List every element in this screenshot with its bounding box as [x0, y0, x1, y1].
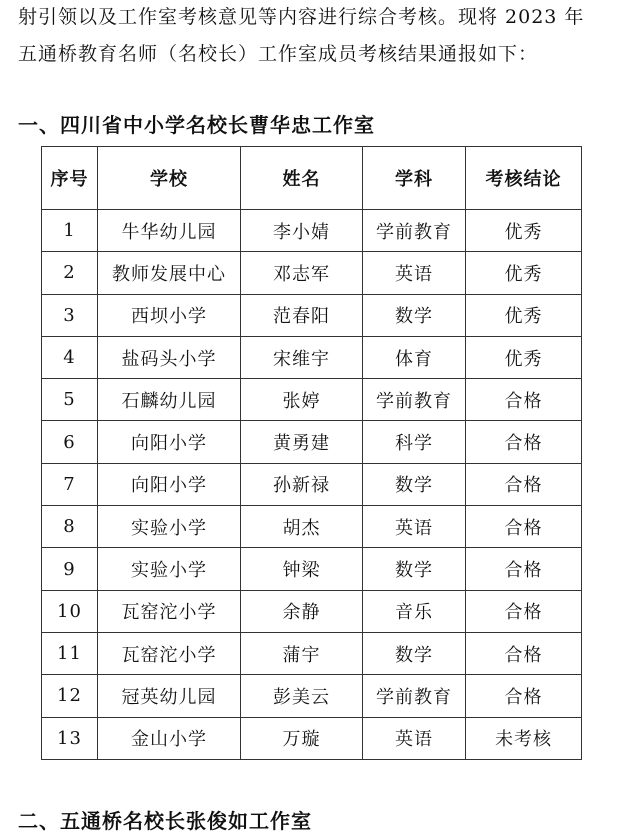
cell-subject: 数学 [363, 632, 466, 674]
cell-name: 彭美云 [241, 675, 363, 717]
cell-subject: 数学 [363, 548, 466, 590]
cell-result: 优秀 [466, 252, 582, 294]
cell-school: 向阳小学 [98, 463, 241, 505]
cell-result: 合格 [466, 632, 582, 674]
cell-subject: 英语 [363, 252, 466, 294]
cell-subject: 学前教育 [363, 210, 466, 252]
cell-name: 黄勇建 [241, 421, 363, 463]
cell-name: 宋维宇 [241, 336, 363, 378]
cell-name: 李小婧 [241, 210, 363, 252]
cell-result: 优秀 [466, 294, 582, 336]
table-row [42, 632, 582, 674]
cell-name: 张婷 [241, 379, 363, 421]
cell-school: 石麟幼儿园 [98, 379, 241, 421]
cell-name: 范春阳 [241, 294, 363, 336]
table-row [42, 506, 582, 548]
cell-subject: 数学 [363, 463, 466, 505]
table-row [42, 675, 582, 717]
cell-school: 向阳小学 [98, 421, 241, 463]
cell-index: 7 [42, 463, 98, 505]
column-header-name: 姓名 [241, 147, 363, 210]
cell-index: 10 [42, 590, 98, 632]
cell-index: 1 [42, 210, 98, 252]
column-header-subject: 学科 [363, 147, 466, 210]
cell-result: 合格 [466, 506, 582, 548]
intro-paragraph-line-2: 五通桥教育名师（名校长）工作室成员考核结果通报如下： [18, 43, 539, 65]
cell-result: 合格 [466, 548, 582, 590]
cell-result: 优秀 [466, 336, 582, 378]
cell-result: 合格 [466, 421, 582, 463]
cell-school: 实验小学 [98, 506, 241, 548]
column-header-index: 序号 [42, 147, 98, 210]
cell-school: 冠英幼儿园 [98, 675, 241, 717]
cell-name: 邓志军 [241, 252, 363, 294]
table-row [42, 336, 582, 378]
cell-result: 合格 [466, 590, 582, 632]
table-header-row [42, 147, 582, 210]
cell-school: 金山小学 [98, 717, 241, 759]
cell-index: 6 [42, 421, 98, 463]
cell-index: 12 [42, 675, 98, 717]
cell-name: 蒲宇 [241, 632, 363, 674]
table-row [42, 421, 582, 463]
cell-name: 胡杰 [241, 506, 363, 548]
table-row [42, 548, 582, 590]
cell-subject: 体育 [363, 336, 466, 378]
section-1-heading: 一、四川省中小学名校长曹华忠工作室 [18, 113, 375, 137]
cell-index: 5 [42, 379, 98, 421]
column-header-school: 学校 [98, 147, 241, 210]
column-header-result: 考核结论 [466, 147, 582, 210]
table-row [42, 252, 582, 294]
cell-result: 未考核 [466, 717, 582, 759]
table-row [42, 463, 582, 505]
table-row [42, 590, 582, 632]
cell-index: 2 [42, 252, 98, 294]
cell-index: 9 [42, 548, 98, 590]
assessment-result-table [41, 146, 582, 760]
cell-school: 教师发展中心 [98, 252, 241, 294]
cell-index: 8 [42, 506, 98, 548]
table-row [42, 379, 582, 421]
cell-result: 合格 [466, 379, 582, 421]
section-2-heading: 二、五通桥名校长张俊如工作室 [18, 809, 312, 833]
cell-subject: 英语 [363, 506, 466, 548]
cell-result: 合格 [466, 675, 582, 717]
cell-name: 余静 [241, 590, 363, 632]
cell-subject: 科学 [363, 421, 466, 463]
cell-index: 4 [42, 336, 98, 378]
table-row [42, 210, 582, 252]
cell-name: 钟梁 [241, 548, 363, 590]
cell-school: 盐码头小学 [98, 336, 241, 378]
table-row [42, 717, 582, 759]
cell-subject: 音乐 [363, 590, 466, 632]
cell-subject: 数学 [363, 294, 466, 336]
cell-school: 瓦窑沱小学 [98, 632, 241, 674]
table-row [42, 294, 582, 336]
cell-subject: 英语 [363, 717, 466, 759]
cell-result: 合格 [466, 463, 582, 505]
cell-index: 13 [42, 717, 98, 759]
cell-name: 孙新禄 [241, 463, 363, 505]
cell-subject: 学前教育 [363, 379, 466, 421]
intro-paragraph-line-1: 射引领以及工作室考核意见等内容进行综合考核。现将 2023 年 [18, 6, 585, 28]
cell-index: 3 [42, 294, 98, 336]
cell-school: 西坝小学 [98, 294, 241, 336]
cell-index: 11 [42, 632, 98, 674]
cell-school: 实验小学 [98, 548, 241, 590]
cell-name: 万璇 [241, 717, 363, 759]
cell-result: 优秀 [466, 210, 582, 252]
cell-school: 牛华幼儿园 [98, 210, 241, 252]
cell-subject: 学前教育 [363, 675, 466, 717]
cell-school: 瓦窑沱小学 [98, 590, 241, 632]
